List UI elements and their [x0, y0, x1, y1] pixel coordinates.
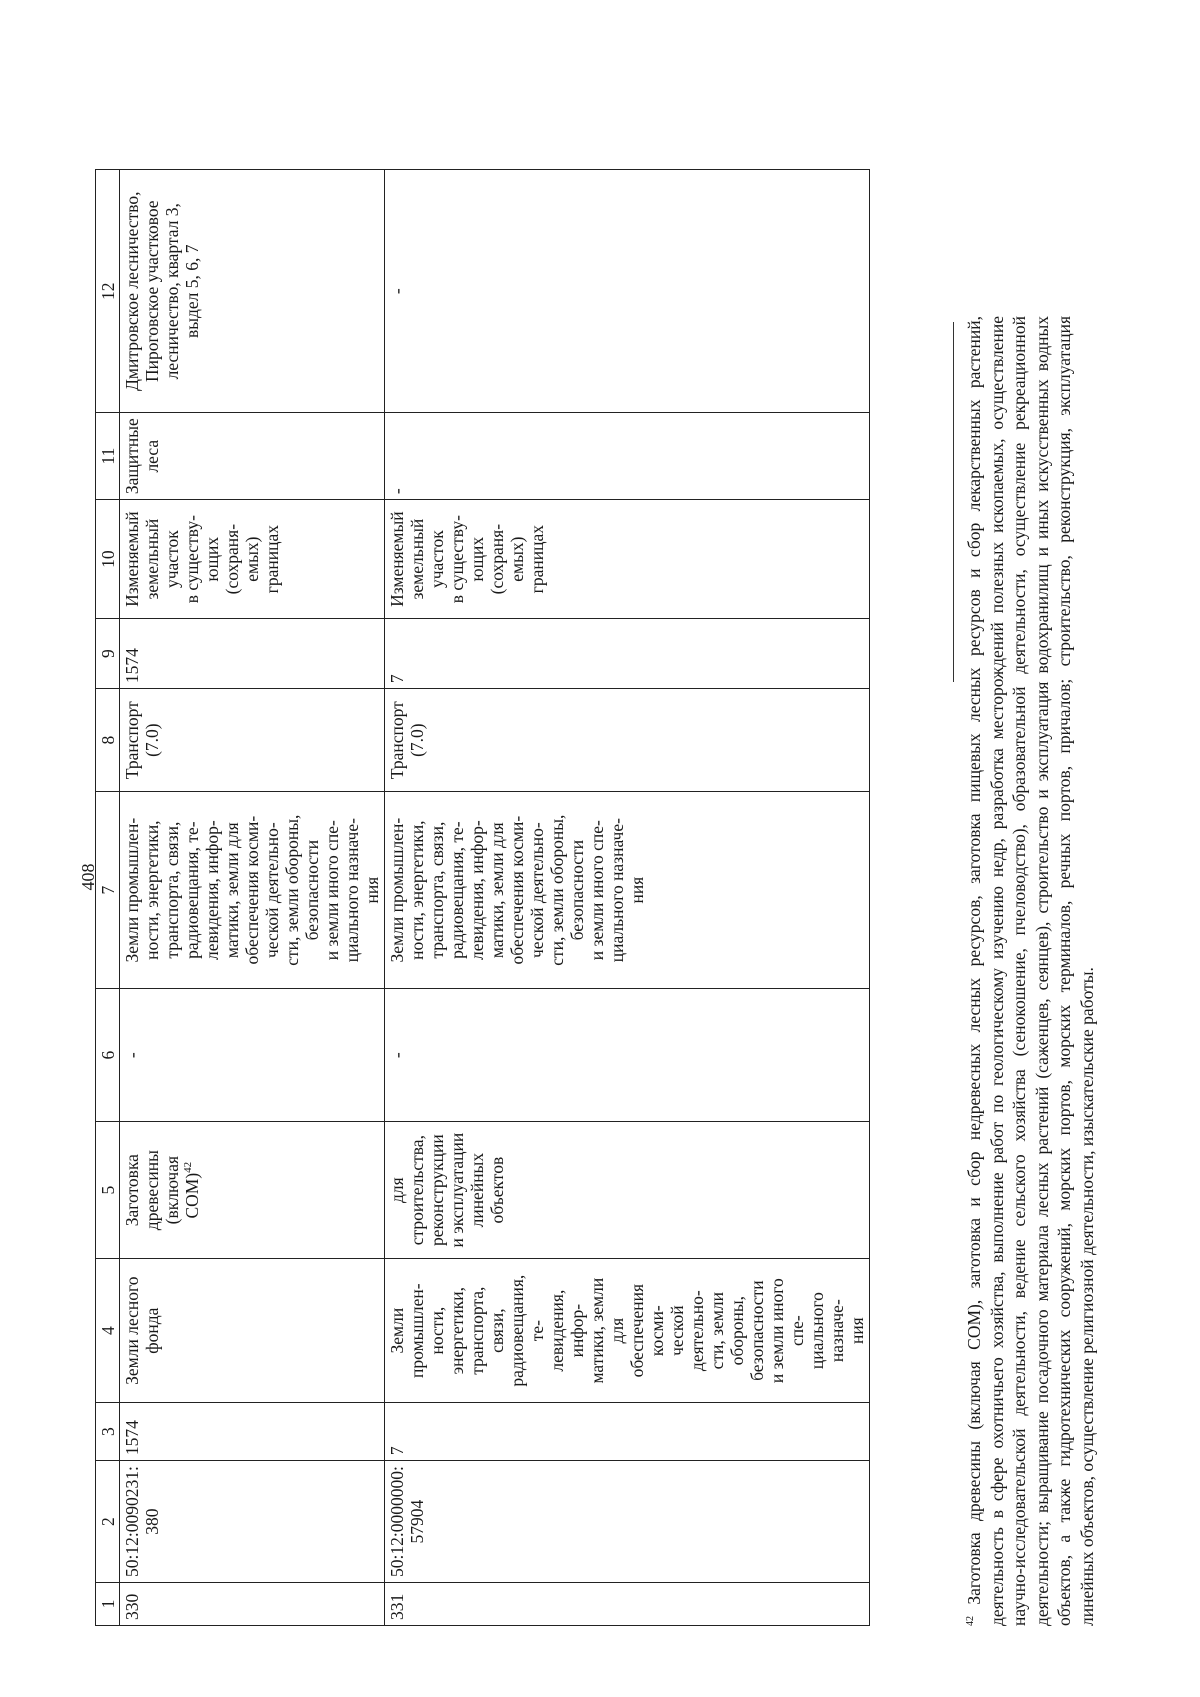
- column-number: 11: [96, 413, 120, 500]
- permitted-use-cell: [385, 1122, 870, 1259]
- new-land-category-cell: [120, 792, 385, 989]
- footnote-line: [963, 316, 986, 1626]
- cell-text: Земли промышлен- ности, энергетики, транспорта, связи, радиовещания, те- левидения, инфор- матики, земли для обеспечения косми- ческой деятельно- сти, земли обороны, безопасности и земли иного спе- циального назначе- ния: [387, 1274, 867, 1387]
- footnote-line: научно-исследовательской деятельности, ведение сельского хозяйства (сенокошение, пчеловодство), образовательной деятельности, осуществление рекреационной: [1009, 316, 1029, 1626]
- plot-status-cell: [385, 500, 870, 619]
- column-number: 7: [96, 792, 120, 989]
- cell-text: -: [387, 488, 407, 495]
- footnote-line: объектов, а также гидротехнических сооружений, морских портов, морских терминалов, речных портов, причалов; строительство, реконструкция, эксплуатация: [1054, 316, 1074, 1626]
- cell-text: Заготовка древесины (включая СОМ): [122, 1150, 202, 1231]
- cell-text: для строительства, реконструкции и эксплуатации линейных объектов: [387, 1132, 507, 1248]
- cell-text: 50:12:0000000: 57904: [387, 1466, 427, 1577]
- cadastral-number-cell: [385, 1461, 870, 1583]
- column-number: 12: [96, 170, 120, 413]
- cell-text: Земли промышлен- ности, энергетики, транспорта, связи, радиовещания, те- левидения, инфор- матики, земли для обеспечения косми- ческой деятельно- сти, земли обороны, безопасности и земли иного спе- циального назначе- ния: [387, 814, 647, 966]
- column-number: 1: [96, 1583, 120, 1626]
- land-plot-table: [95, 169, 870, 1626]
- column-number: 10: [96, 500, 120, 619]
- cell-text: Изменяемый земельный участок в существу- ющих (сохраня- емых) границах: [387, 511, 547, 607]
- column-number: 4: [96, 1259, 120, 1403]
- empty-cell: [120, 989, 385, 1122]
- cell-text: 7: [387, 674, 407, 684]
- row-number-cell: [120, 1583, 385, 1626]
- cell-text: -: [122, 1052, 142, 1059]
- cell-text: 331: [387, 1593, 407, 1620]
- forest-category-cell: [120, 413, 385, 500]
- footnote-line: линейных объектов, осуществление религиозной деятельности, изыскательские работы.: [1076, 967, 1097, 1626]
- footnote-marker: 42: [965, 1616, 977, 1626]
- footnote: [963, 316, 1098, 1626]
- cell-text: -: [387, 288, 407, 295]
- forestry-location-cell: [385, 170, 870, 413]
- cell-text: Земли лесного фонда: [122, 1276, 162, 1385]
- page-number: 408: [78, 863, 98, 891]
- land-category-cell: [385, 1259, 870, 1403]
- footnote-line: деятельности; выращивание посадочного материала лесных растений (саженцев, сеянцев), строительство и эксплуатация водохранилищ и иных искусственных водных: [1031, 316, 1052, 1626]
- cell-text: 330: [122, 1593, 142, 1620]
- row-number-cell: [385, 1583, 870, 1626]
- footnote-separator: [953, 322, 954, 682]
- cadastral-number-cell: [120, 1461, 385, 1583]
- area-cell: [385, 1403, 870, 1461]
- empty-cell: [385, 989, 870, 1122]
- land-category-cell: [120, 1259, 385, 1403]
- new-permitted-use-cell: [120, 689, 385, 792]
- cell-text: 50:12:0090231: 380: [122, 1466, 162, 1577]
- footnote-text: Заготовка древесины (включая СОМ), заготовка и сбор недревесных лесных ресурсов, заготовка пищевых лесных ресурсов и сбор лекарственных растений,: [964, 315, 984, 1605]
- table-row: [385, 170, 870, 1626]
- header-row: [96, 170, 120, 1626]
- column-number: 8: [96, 689, 120, 792]
- cell-text: Земли промышлен- ности, энергетики, транспорта, связи, радиовещания, те- левидения, инфор- матики, земли для обеспечения косми- ческой деятельно- сти, земли обороны, безопасности и земли иного спе- циального назначе- ния: [122, 814, 382, 966]
- cell-text: Защитные леса: [122, 418, 162, 495]
- new-area-cell: [120, 619, 385, 689]
- footnote-reference: 42: [182, 1161, 195, 1173]
- column-number: 2: [96, 1461, 120, 1583]
- column-number: 3: [96, 1403, 120, 1461]
- new-land-category-cell: [385, 792, 870, 989]
- cell-text: 1574: [122, 648, 142, 684]
- cell-text: Изменяемый земельный участок в существу- ющих (сохраня- емых) границах: [122, 511, 282, 607]
- plot-status-cell: [120, 500, 385, 619]
- cell-text: Дмитровское лесничество, Пироговское участковое лесничество, квартал 3, выдел 5, 6, 7: [122, 191, 202, 391]
- cell-text: 1574: [122, 1420, 142, 1456]
- table-row: [120, 170, 385, 1626]
- cell-text: Транспорт (7.0): [387, 701, 427, 780]
- cell-text: Транспорт (7.0): [122, 701, 162, 780]
- new-area-cell: [385, 619, 870, 689]
- forest-category-cell: [385, 413, 870, 500]
- new-permitted-use-cell: [385, 689, 870, 792]
- forestry-location-cell: [120, 170, 385, 413]
- column-number: 9: [96, 619, 120, 689]
- column-number: 5: [96, 1122, 120, 1259]
- cell-text: -: [387, 1052, 407, 1059]
- footnote-line: деятельность в сфере охотничьего хозяйства, выполнение работ по геологическому изучению недр, разработка месторождений полезных ископаемых, осуществление: [986, 316, 1007, 1626]
- cell-text: 7: [387, 1446, 407, 1456]
- permitted-use-cell: [120, 1122, 385, 1259]
- area-cell: [120, 1403, 385, 1461]
- column-number: 6: [96, 989, 120, 1122]
